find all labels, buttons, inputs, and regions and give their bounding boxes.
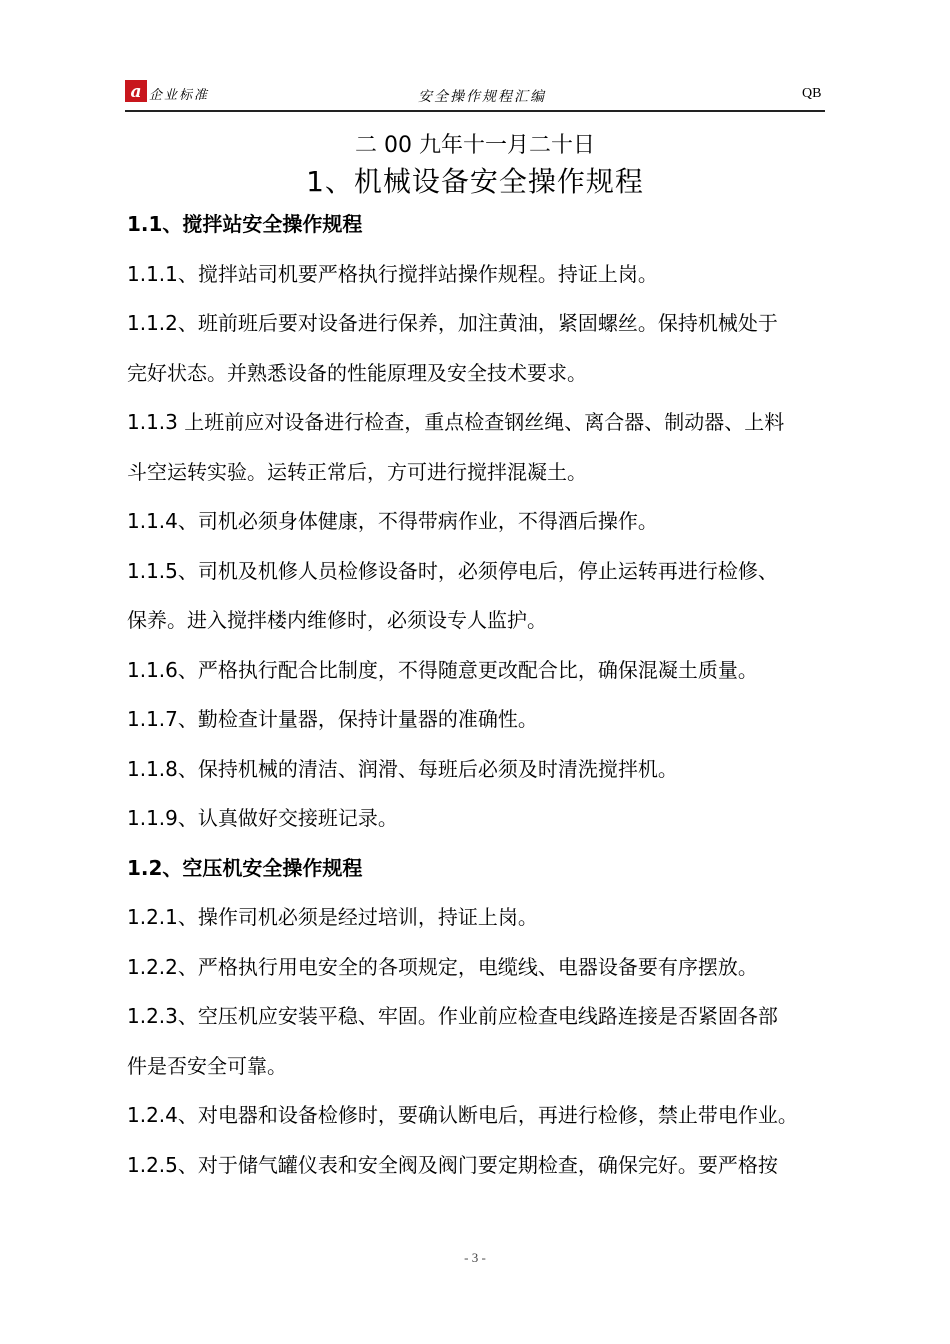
document-body (127, 207, 857, 1197)
paragraph-line: 1.1.9、认真做好交接班记录。 (127, 806, 398, 830)
header-title: 安全操作规程汇编 (418, 89, 546, 105)
paragraph-line: 1.1.5、司机及机修人员检修设备时，必须停电后，停止运转再进行检修、 (127, 558, 778, 583)
header-divider (125, 110, 825, 112)
paragraph-line: 完好状态。并熟悉设备的性能原理及安全技术要求。 (127, 360, 587, 385)
header-logo-text: 企业标准 (149, 88, 210, 103)
paragraph-line: 1.1.3 上班前应对设备进行检查，重点检查钢丝绳、离合器、制动器、上料 (127, 410, 785, 434)
section-heading: 1.1、搅拌站安全操作规程 (127, 212, 363, 236)
chapter-title: 1、机械设备安全操作规程 (306, 165, 644, 198)
paragraph-line: 1.2.1、操作司机必须是经过培训，持证上岗。 (127, 905, 538, 929)
paragraph-line: 1.2.5、对于储气罐仪表和安全阀及阀门要定期检查，确保完好。要严格按 (127, 1152, 778, 1177)
paragraph-line: 保养。进入搅拌楼内维修时，必须设专人监护。 (127, 608, 547, 632)
paragraph-line: 1.1.1、搅拌站司机要严格执行搅拌站操作规程。持证上岗。 (127, 261, 658, 286)
paragraph-line: 1.1.7、勤检查计量器，保持计量器的准确性。 (127, 707, 538, 731)
paragraph-line: 1.1.8、保持机械的清洁、润滑、每班后必须及时清洗搅拌机。 (127, 756, 678, 781)
company-logo-icon (125, 80, 147, 102)
paragraph-line: 1.1.6、严格执行配合比制度，不得随意更改配合比，确保混凝土质量。 (127, 657, 758, 682)
page-header (125, 80, 825, 112)
document-date: 二 00 九年十一月二十日 (355, 133, 595, 158)
paragraph-line: 1.1.2、班前班后要对设备进行保养，加注黄油，紧固螺丝。保持机械处于 (127, 311, 778, 335)
paragraph-line: 斗空运转实验。运转正常后，方可进行搅拌混凝土。 (127, 459, 587, 484)
paragraph-line: 1.2.4、对电器和设备检修时，要确认断电后，再进行检修，禁止带电作业。 (127, 1103, 798, 1127)
header-code: QB (802, 86, 822, 101)
paragraph-line: 1.2.3、空压机应安装平稳、牢固。作业前应检查电线路连接是否紧固各部 (127, 1004, 778, 1028)
section-heading: 1.2、空压机安全操作规程 (127, 855, 363, 880)
paragraph-line: 件是否安全可靠。 (127, 1053, 287, 1078)
paragraph-line: 1.1.4、司机必须身体健康，不得带病作业，不得酒后操作。 (127, 509, 658, 533)
svg-text:a: a (130, 82, 142, 102)
page-number: - 3 - (464, 1250, 486, 1265)
paragraph-line: 1.2.2、严格执行用电安全的各项规定，电缆线、电器设备要有序摆放。 (127, 954, 758, 979)
